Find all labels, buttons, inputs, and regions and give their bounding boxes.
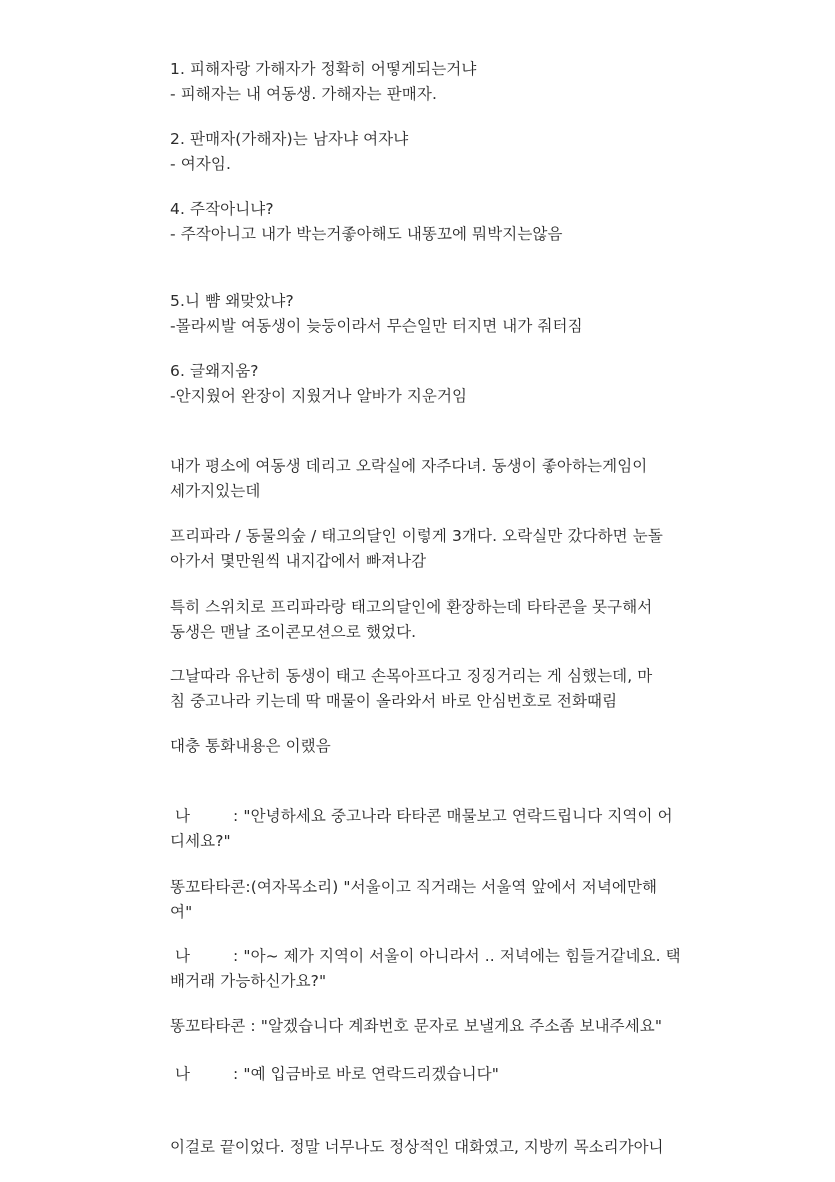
story-paragraph-3-line-1: 특히 스위치로 프리파라랑 태고의달인에 환장하는데 타타콘을 못구해서 — [170, 598, 653, 616]
question-1: 1. 피해자랑 가해자가 정확히 어떻게되는거냐 — [170, 60, 477, 78]
cut-off-text: 이걸로 끝이었다. 정말 너무나도 정상적인 대화였고, 지방끼 목소리가아니 — [170, 1138, 664, 1156]
question-4: 4. 주작아니냐? — [170, 200, 274, 218]
question-5: 5.니 뺨 왜맞았냐? — [170, 292, 294, 310]
story-paragraph-4-line-2: 침 중고나라 키는데 딱 매물이 올라와서 바로 안심번호로 전화때림 — [170, 692, 618, 710]
story-paragraph-4-line-1: 그날따라 유난히 동생이 태고 손목아프다고 징징거리는 게 심했는데, 마 — [170, 667, 653, 685]
speaker-seller-label: 똥꼬타타콘 — [170, 1017, 246, 1035]
story-paragraph-2-line-2: 아가서 몇만원씩 내지갑에서 빠져나감 — [170, 552, 427, 570]
answer-2: - 여자임. — [170, 155, 231, 173]
dialog-line-5 — [170, 1063, 499, 1085]
story-paragraph-1-line-1: 내가 평소에 여동생 데리고 오락실에 자주다녀. 동생이 좋아하는게임이 — [170, 457, 648, 475]
story-paragraph-3-line-2: 동생은 맨날 조이콘모션으로 했었다. — [170, 623, 417, 641]
dialog-line-2-cont: 여" — [170, 903, 193, 921]
question-2: 2. 판매자(가해자)는 남자냐 여자냐 — [170, 130, 409, 148]
story-paragraph-2-line-1: 프리파라 / 동물의숲 / 태고의달인 이렇게 3개다. 오락실만 갔다하면 눈돌 — [170, 527, 663, 545]
speaker-seller-label: 똥꼬타타콘 — [170, 878, 246, 896]
speaker-me-label: 나 — [175, 807, 191, 825]
answer-1: - 피해자는 내 여동생. 가해자는 판매자. — [170, 85, 437, 103]
dialog-line-1 — [170, 805, 673, 827]
question-6: 6. 글왜지움? — [170, 362, 259, 380]
cut-off-text-line — [170, 1128, 690, 1156]
speaker-me-label: 나 — [175, 1065, 191, 1083]
dialog-text: : "안녕하세요 중고나라 타타콘 매물보고 연락드립니다 지역이 어 — [233, 807, 673, 825]
dialog-text: :(여자목소리) "서울이고 직거래는 서울역 앞에서 저녁에만해 — [245, 878, 658, 896]
dialog-line-2 — [170, 876, 657, 898]
dialog-text: : "예 입금바로 바로 연락드리겠습니다" — [233, 1065, 499, 1083]
dialog-text: : "알겠습니다 계좌번호 문자로 보낼게요 주소좀 보내주세요" — [245, 1017, 663, 1035]
story-paragraph-5: 대충 통화내용은 이랬음 — [170, 737, 331, 755]
dialog-line-1-cont: 디세요?" — [170, 832, 231, 850]
dialog-line-3-cont: 배거래 가능하신가요?" — [170, 972, 327, 990]
answer-4: - 주작아니고 내가 박는거좋아해도 내똥꼬에 뭐박지는않음 — [170, 225, 563, 243]
dialog-text: : "아~ 제가 지역이 서울이 아니라서 .. 저녁에는 힘들거같네요. 택 — [233, 947, 681, 965]
story-paragraph-1-line-2: 세가지있는데 — [170, 482, 261, 500]
speaker-me-label: 나 — [175, 947, 191, 965]
answer-5: -몰라씨발 여동생이 늦둥이라서 무슨일만 터지면 내가 줘터짐 — [170, 317, 583, 335]
answer-6: -안지웠어 완장이 지웠거나 알바가 지운거임 — [170, 387, 468, 405]
dialog-line-3 — [170, 945, 681, 967]
dialog-line-4 — [170, 1015, 662, 1037]
